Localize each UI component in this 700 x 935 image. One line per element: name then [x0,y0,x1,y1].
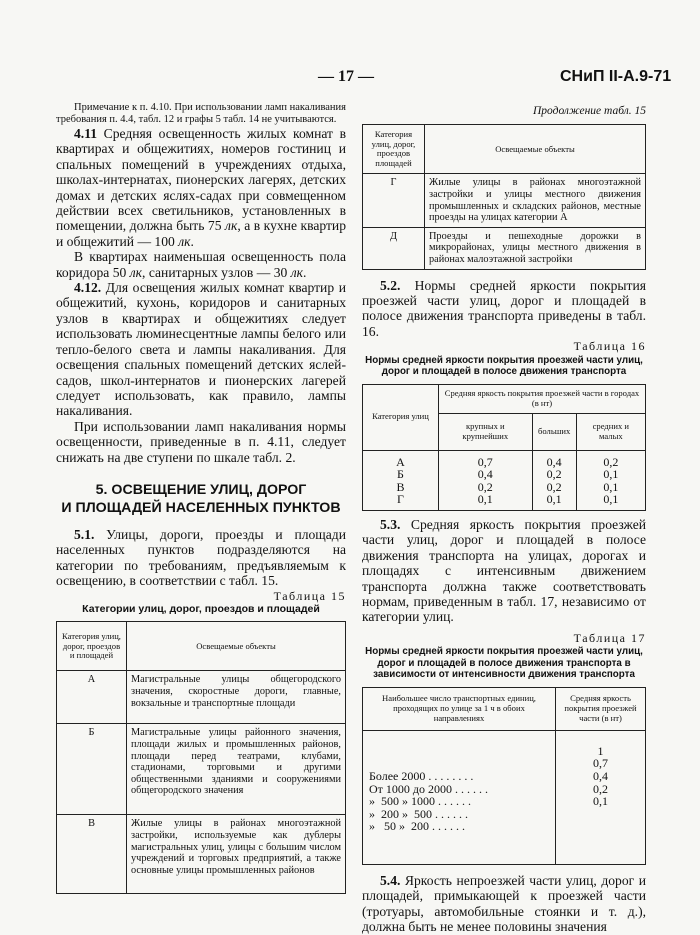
table-header: Категория улиц, дорог, проездов площадей [363,125,425,174]
table-15-continued-label: Продолжение табл. 15 [533,105,646,117]
paragraph-4-12-cont: При использовании ламп накаливания нормы освещенности, приведенные в п. 4.11, следует снижать на две ступени по шкале табл. 2. [56,418,346,465]
table-row: В Жилые улицы в районах многоэтажной застройки, используемые как дублеры магистральных улиц, улицы с большим числом учреждений и торговых предприятий, а также основные улицы промышленных районов [57,815,346,894]
paragraph-4-12: 4.12. Для освещения жилых комнат квартир и общежитий, кухонь, коридоров и санитарных узлов в квартирах и общежитиях следует использовать люминесцентные лампы белого или тепло-белого света и лампы накаливания. Для освещения спальных помещений детских яслей-садов, школ-интернатов и пионерских лагерей следует использовать, как правило, лампы накаливания. [56,280,346,419]
table-17 [362,687,646,865]
table-15-label: Таблица 15 [273,588,346,603]
table-header: крупных и крупнейших [439,413,533,450]
table-header: Категория улиц, дорог, проездов и площадей [57,622,127,671]
paragraph-5-4: 5.4. Яркость непроезжей части улиц, дорог и площадей, примыкающей к проезжей части (тротуары, автомобильные стоянки и т. д.), должна быть не менее половины значения [362,873,646,935]
table-15-caption: Категории улиц, дорог, проездов и площадей [82,602,320,615]
table-row: Д Проезды и пешеходные дорожки в микрорайонах, улицы местного движения в районах малоэтажной застройки [363,227,646,269]
table-row: А Б В Г 0,7 0,4 0,2 0,1 0,4 0,2 0,2 0,1 0,2 0,1 0,1 0,1 [363,450,646,510]
left-column [56,102,346,894]
table-15-continued [362,124,646,269]
table-row: Б Магистральные улицы районного значения, площади жилых и промышленных районов, площади перед театрами, клубами, стадионами, торговыми и другими общественными зданиями и сооружениями общегородского значения [57,724,346,815]
table-row: А Магистральные улицы общегородского значения, скоростные дороги, главные, вокзальные и транспортные площади [57,671,346,724]
table-header: Освещаемые объекты [127,622,346,671]
table-header: Наибольшее число транспортных единиц, проходящих по улице за 1 ч в обоих направлениях [363,687,556,730]
page-number: — 17 — [318,68,374,85]
paragraph-5-3: 5.3. Средняя яркость покрытия проезжей части улиц, дорог и площадей в полосе движения транспорта на улицах, дорогах и площадях с интенсивным движением транспорта должна также соответствовать нормам, приведенным в табл. 17, независимо от категории улиц. [362,516,646,625]
section-title: 5. ОСВЕЩЕНИЕ УЛИЦ, ДОРОГ И ПЛОЩАДЕЙ НАСЕЛЕННЫХ ПУНКТОВ [61,481,341,516]
table-header: больших [532,413,576,450]
paragraph-4-11: 4.11 Средняя освещенность жилых комнат в квартирах и общежитиях, номеров гостиниц и спальных помещений в учреждениях отдыха, школах-интернатах, пионерских лагерях, детских домах и детских яслях-садах при совмещенном действии всех светильников, установленных в помещении, должна быть 75 лк, а в кухне квартир и общежитий — 100 лк. [56,126,347,249]
table-17-caption: Нормы средней яркости покрытия проезжей части улиц, дорог и площадей в полосе движения транспорта в зависимости от интенсивности движения транспорта [365,646,643,681]
note-4-10: Примечание к п. 4.10. При использовании ламп накаливания требования п. 4.4, табл. 12 и графы 5 табл. 14 не учитываются. [56,102,346,125]
table-header: Освещаемые объекты [425,125,646,174]
table-row: Г Жилые улицы в районах многоэтажной застройки и улицы местного движения промышленных и складских районов, местные проезды на улицах категории А [363,174,646,227]
table-15 [56,621,346,894]
right-column [362,104,646,935]
paragraph-5-1: 5.1. Улицы, дороги, проезды и площади населенных пунктов подразделяются на категории по требованиям, предъявляемым к освещению, в соответствии с табл. 15. [56,526,346,589]
table-row: Более 2000 . . . . . . . . От 1000 до 2000 . . . . . . » 500 » 1000 . . . . . . » 200 » 500 . . . . . . » 50 » 200 . . . . . . 1 0,7 0,4 0,2 0,1 [363,730,646,864]
paragraph-4-11-cont: В квартирах наименьшая освещенность пола коридора 50 лк, санитарных узлов — 30 лк. [56,249,346,280]
table-header: Средняя яркость покрытия проезжей части в городах (в нт) [439,384,646,413]
table-16-caption: Нормы средней яркости покрытия проезжей части улиц, дорог и площадей в полосе движения транспорта [365,354,643,378]
table-header: Категория улиц [363,384,439,450]
document-code: СНиП II-А.9-71 [560,68,672,85]
table-17-label: Таблица 17 [573,630,646,645]
table-header: средних и малых [576,413,645,450]
paragraph-5-2: 5.2. Нормы средней яркости покрытия проезжей части улиц, дорог и площадей в полосе движения транспорта приведены в табл. 16. [362,277,646,339]
table-header: Средняя яркость покрытия проезжей части (в нт) [556,687,646,730]
table-16 [362,384,646,511]
table-16-label: Таблица 16 [573,339,646,354]
